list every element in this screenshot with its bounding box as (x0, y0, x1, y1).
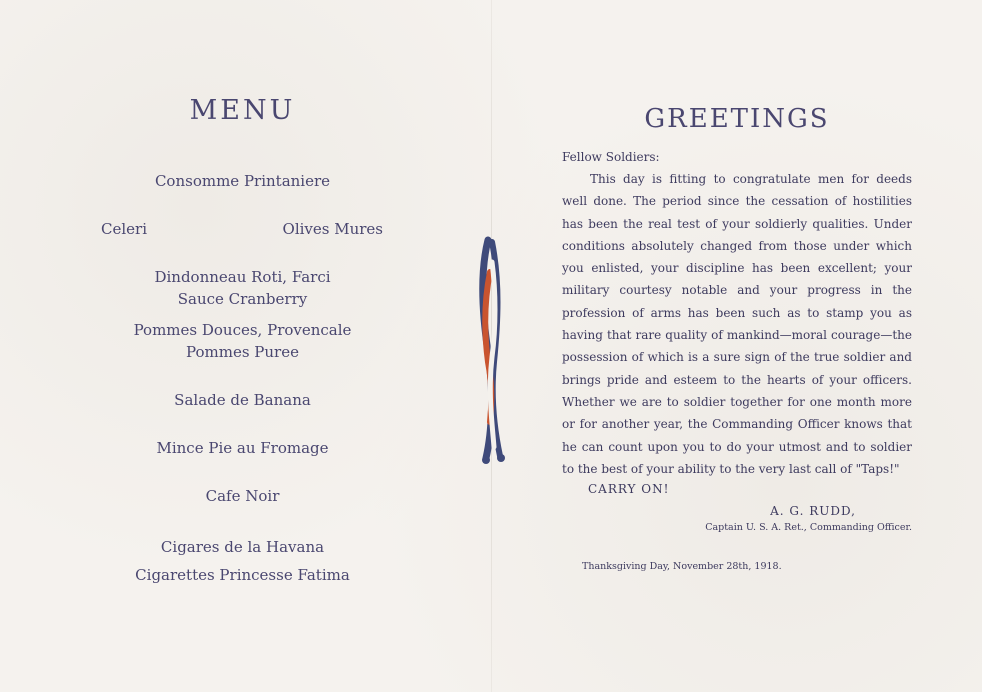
tricolor-ribbon (470, 232, 520, 472)
menu-item-line1: Pommes Douces, Provencale (133, 321, 352, 339)
menu-item-pommes (90, 319, 395, 363)
menu-item-celeri-olives (90, 218, 395, 240)
menu-item-text: Consomme Printaniere (154, 172, 331, 190)
menu-item-dindonneau (90, 266, 395, 310)
menu-item-text: Cafe Noir (205, 487, 280, 505)
menu-item-cigares (90, 533, 395, 589)
menu-item-line2: Sauce Cranberry (177, 290, 308, 308)
signature-title: Captain U. S. A. Ret., Commanding Officer. (705, 522, 912, 534)
menu-item-salade (90, 389, 395, 411)
menu-item-olives: Olives Mures (282, 220, 383, 238)
menu-title: MENU (189, 95, 296, 126)
menu-item-text: Salade de Banana (174, 391, 311, 409)
menu-item-line1: Dindonneau Roti, Farci (154, 268, 331, 286)
signature-name: A. G. RUDD, (770, 504, 856, 519)
menu-item-text: Mince Pie au Fromage (156, 439, 329, 457)
menu-page (90, 95, 395, 589)
menu-item-cafe (90, 485, 395, 507)
closing: CARRY ON! (588, 482, 670, 497)
menu-item-line1: Cigares de la Havana (160, 538, 325, 556)
menu-item-consomme (90, 170, 395, 192)
menu-item-celeri: Celeri (101, 220, 147, 238)
salutation: Fellow Soldiers: (562, 150, 660, 164)
date-line: Thanksgiving Day, November 28th, 1918. (582, 561, 782, 573)
menu-item-mince-pie (90, 437, 395, 459)
greetings-title: GREETINGS (644, 104, 830, 134)
greetings-page (562, 104, 912, 572)
greetings-body: This day is fitting to congratulate men for deeds well done. The period since the cessation of hostilities has been the real test of your soldierly qualities. Under conditions absolutely changed from those under which you enlisted, your discipline has been excellent; your military courtesy notable and your progress in the profession of arms has been such as to stamp you as having that rare quality of mankind—moral courage—the possession of which is a sure sign of the true soldier and brings pride and esteem to the hearts of your officers. Whether we are to soldier together for one month more or for another year, the Commanding Officer knows that he can count upon you to do your utmost and to soldier to the best of your ability to the very last call of "Taps!" (562, 172, 912, 476)
menu-item-line2: Cigarettes Princesse Fatima (135, 566, 350, 584)
menu-item-line2: Pommes Puree (186, 343, 299, 361)
